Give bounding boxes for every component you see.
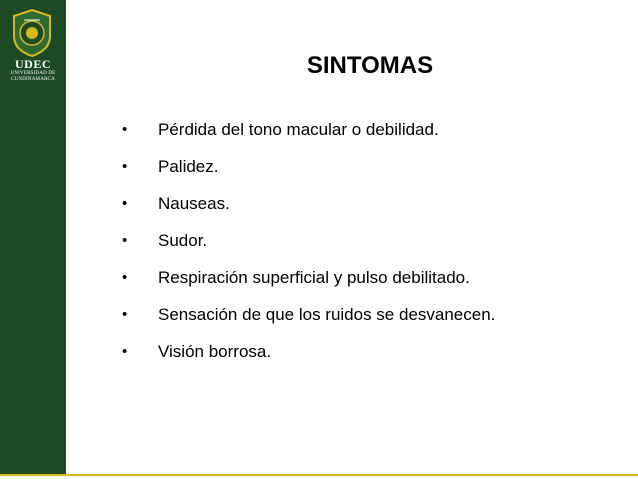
sidebar-band <box>0 0 66 475</box>
slide-title: SINTOMAS <box>306 52 434 79</box>
list-item-text: Palidez. <box>158 157 219 176</box>
brand-name: UDEC <box>14 57 51 71</box>
bullet-icon: • <box>122 158 128 175</box>
bullet-icon: • <box>122 232 128 249</box>
bullet-icon: • <box>122 306 128 323</box>
bullet-list <box>122 118 495 377</box>
list-item-text: Respiración superficial y pulso debilitado. <box>158 268 470 287</box>
list-item <box>122 229 495 266</box>
list-item-text: Nauseas. <box>158 194 230 213</box>
bottom-accent-line <box>0 474 638 476</box>
list-item-text: Sudor. <box>158 231 208 250</box>
list-item <box>122 266 495 303</box>
list-item <box>122 118 495 155</box>
bullet-icon: • <box>122 269 128 286</box>
university-seal-icon <box>10 8 54 58</box>
brand-subtitle-line2: CUNDINAMARCA <box>11 77 55 82</box>
list-item <box>122 340 495 377</box>
brand <box>2 58 64 83</box>
bullet-icon: • <box>122 195 128 212</box>
list-item-text: Pérdida del tono macular o debilidad. <box>158 120 439 139</box>
bullet-icon: • <box>122 343 128 360</box>
list-item-text: Sensación de que los ruidos se desvanecen. <box>158 305 496 324</box>
list-item-text: Visión borrosa. <box>158 342 272 361</box>
list-item <box>122 155 495 192</box>
list-item <box>122 303 495 340</box>
bullet-icon: • <box>122 121 128 138</box>
brand-subtitle-line1: UNIVERSIDAD DE <box>10 71 56 76</box>
list-item <box>122 192 495 229</box>
